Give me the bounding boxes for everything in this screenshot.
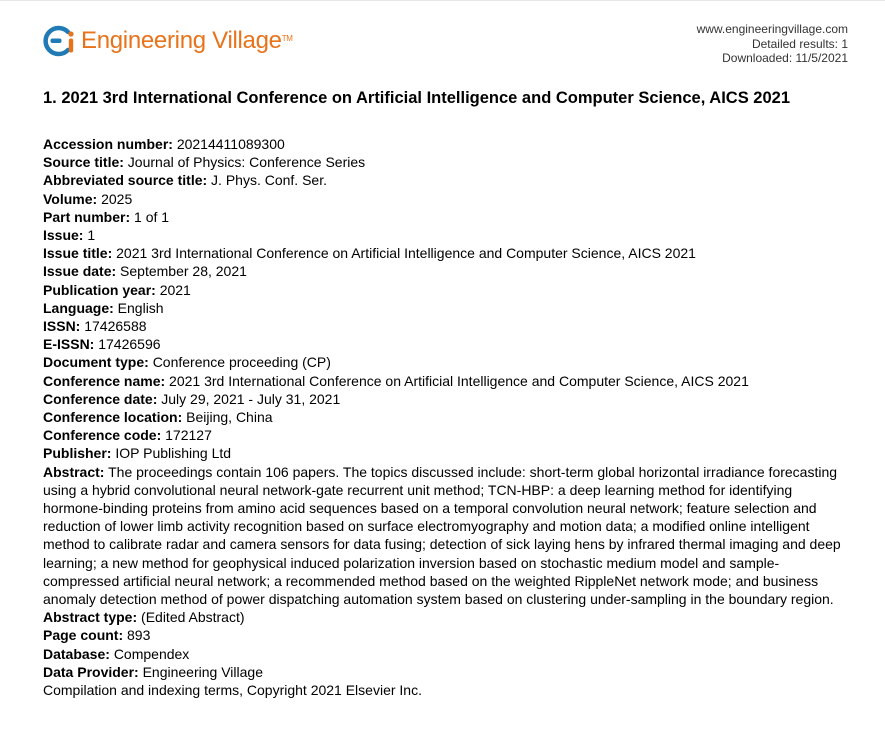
record-fields — [43, 135, 853, 699]
field-conference-name: Conference name: 2021 3rd International Conference on Artificial Intelligence and Computer Science, AICS 2021 — [43, 372, 749, 389]
brand-name: Engineering Village™ — [81, 27, 293, 54]
logo — [42, 24, 293, 58]
detailed-results-count: Detailed results: 1 — [751, 36, 848, 51]
top-rule — [0, 0, 885, 1]
engineering-village-logo-icon — [42, 25, 76, 57]
field-conference-date: Conference date: July 29, 2021 - July 31, 2021 — [43, 390, 341, 407]
field-issue-date: Issue date: September 28, 2021 — [43, 263, 247, 280]
field-issue-title: Issue title: 2021 3rd International Conference on Artificial Intelligence and Computer Science, AICS 2021 — [43, 245, 696, 262]
field-e-issn: E-ISSN: 17426596 — [43, 336, 161, 353]
field-abstract-type: Abstract type: (Edited Abstract) — [43, 609, 245, 626]
field-data-provider: Data Provider: Engineering Village — [43, 663, 263, 680]
field-conference-code: Conference code: 172127 — [43, 427, 212, 444]
record-title: 1. 2021 3rd International Conference on Artificial Intelligence and Computer Science, AICS 2021 — [43, 89, 790, 107]
field-part-number: Part number: 1 of 1 — [43, 208, 170, 225]
copyright-notice: Compilation and indexing terms, Copyright 2021 Elsevier Inc. — [43, 682, 422, 699]
field-database: Database: Compendex — [43, 645, 190, 662]
field-issue: Issue: 1 — [43, 227, 96, 244]
field-volume: Volume: 2025 — [43, 190, 133, 207]
field-publication-year: Publication year: 2021 — [43, 281, 191, 298]
document-meta — [697, 22, 848, 66]
field-conference-location: Conference location: Beijing, China — [43, 409, 273, 426]
field-issn: ISSN: 17426588 — [43, 318, 147, 335]
field-language: Language: English — [43, 299, 164, 316]
field-abbreviated-source-title: Abbreviated source title: J. Phys. Conf. Ser. — [43, 172, 327, 189]
site-url: www.engineeringvillage.com — [696, 22, 848, 36]
field-abstract: Abstract: The proceedings contain 106 papers. The topics discussed include: short-term global horizontal irradiance forecasting using a hybrid convolutional neural network-gate recurrent unit method; TCN-HBP: a deep learning method for identifying hormone-binding proteins from amino acid sequences based on a temporal convolution neural network; feature selection and reduction of lower limb activity recognition based on surface electromyography and motion data; a modified online intelligent method to calibrate radar and camera sensors for data fusing; detection of sick laying hens by infrared thermal imaging and deep learning; a new method for geophysical induced polarization inversion based on stochastic medium model and sample-compressed artificial neural network; a recommended method based on the weighted RippleNet network mode; and business anomaly detection method of power dispatching automation system based on clustering under-sampling in the boundary region. — [43, 463, 841, 608]
field-page-count: Page count: 893 — [43, 627, 151, 644]
field-source-title: Source title: Journal of Physics: Conference Series — [43, 154, 366, 171]
field-document-type: Document type: Conference proceeding (CP) — [43, 354, 331, 371]
field-accession-number: Accession number: 20214411089300 — [43, 136, 285, 152]
download-date: Downloaded: 11/5/2021 — [722, 51, 848, 65]
field-publisher: Publisher: IOP Publishing Ltd — [43, 445, 232, 462]
